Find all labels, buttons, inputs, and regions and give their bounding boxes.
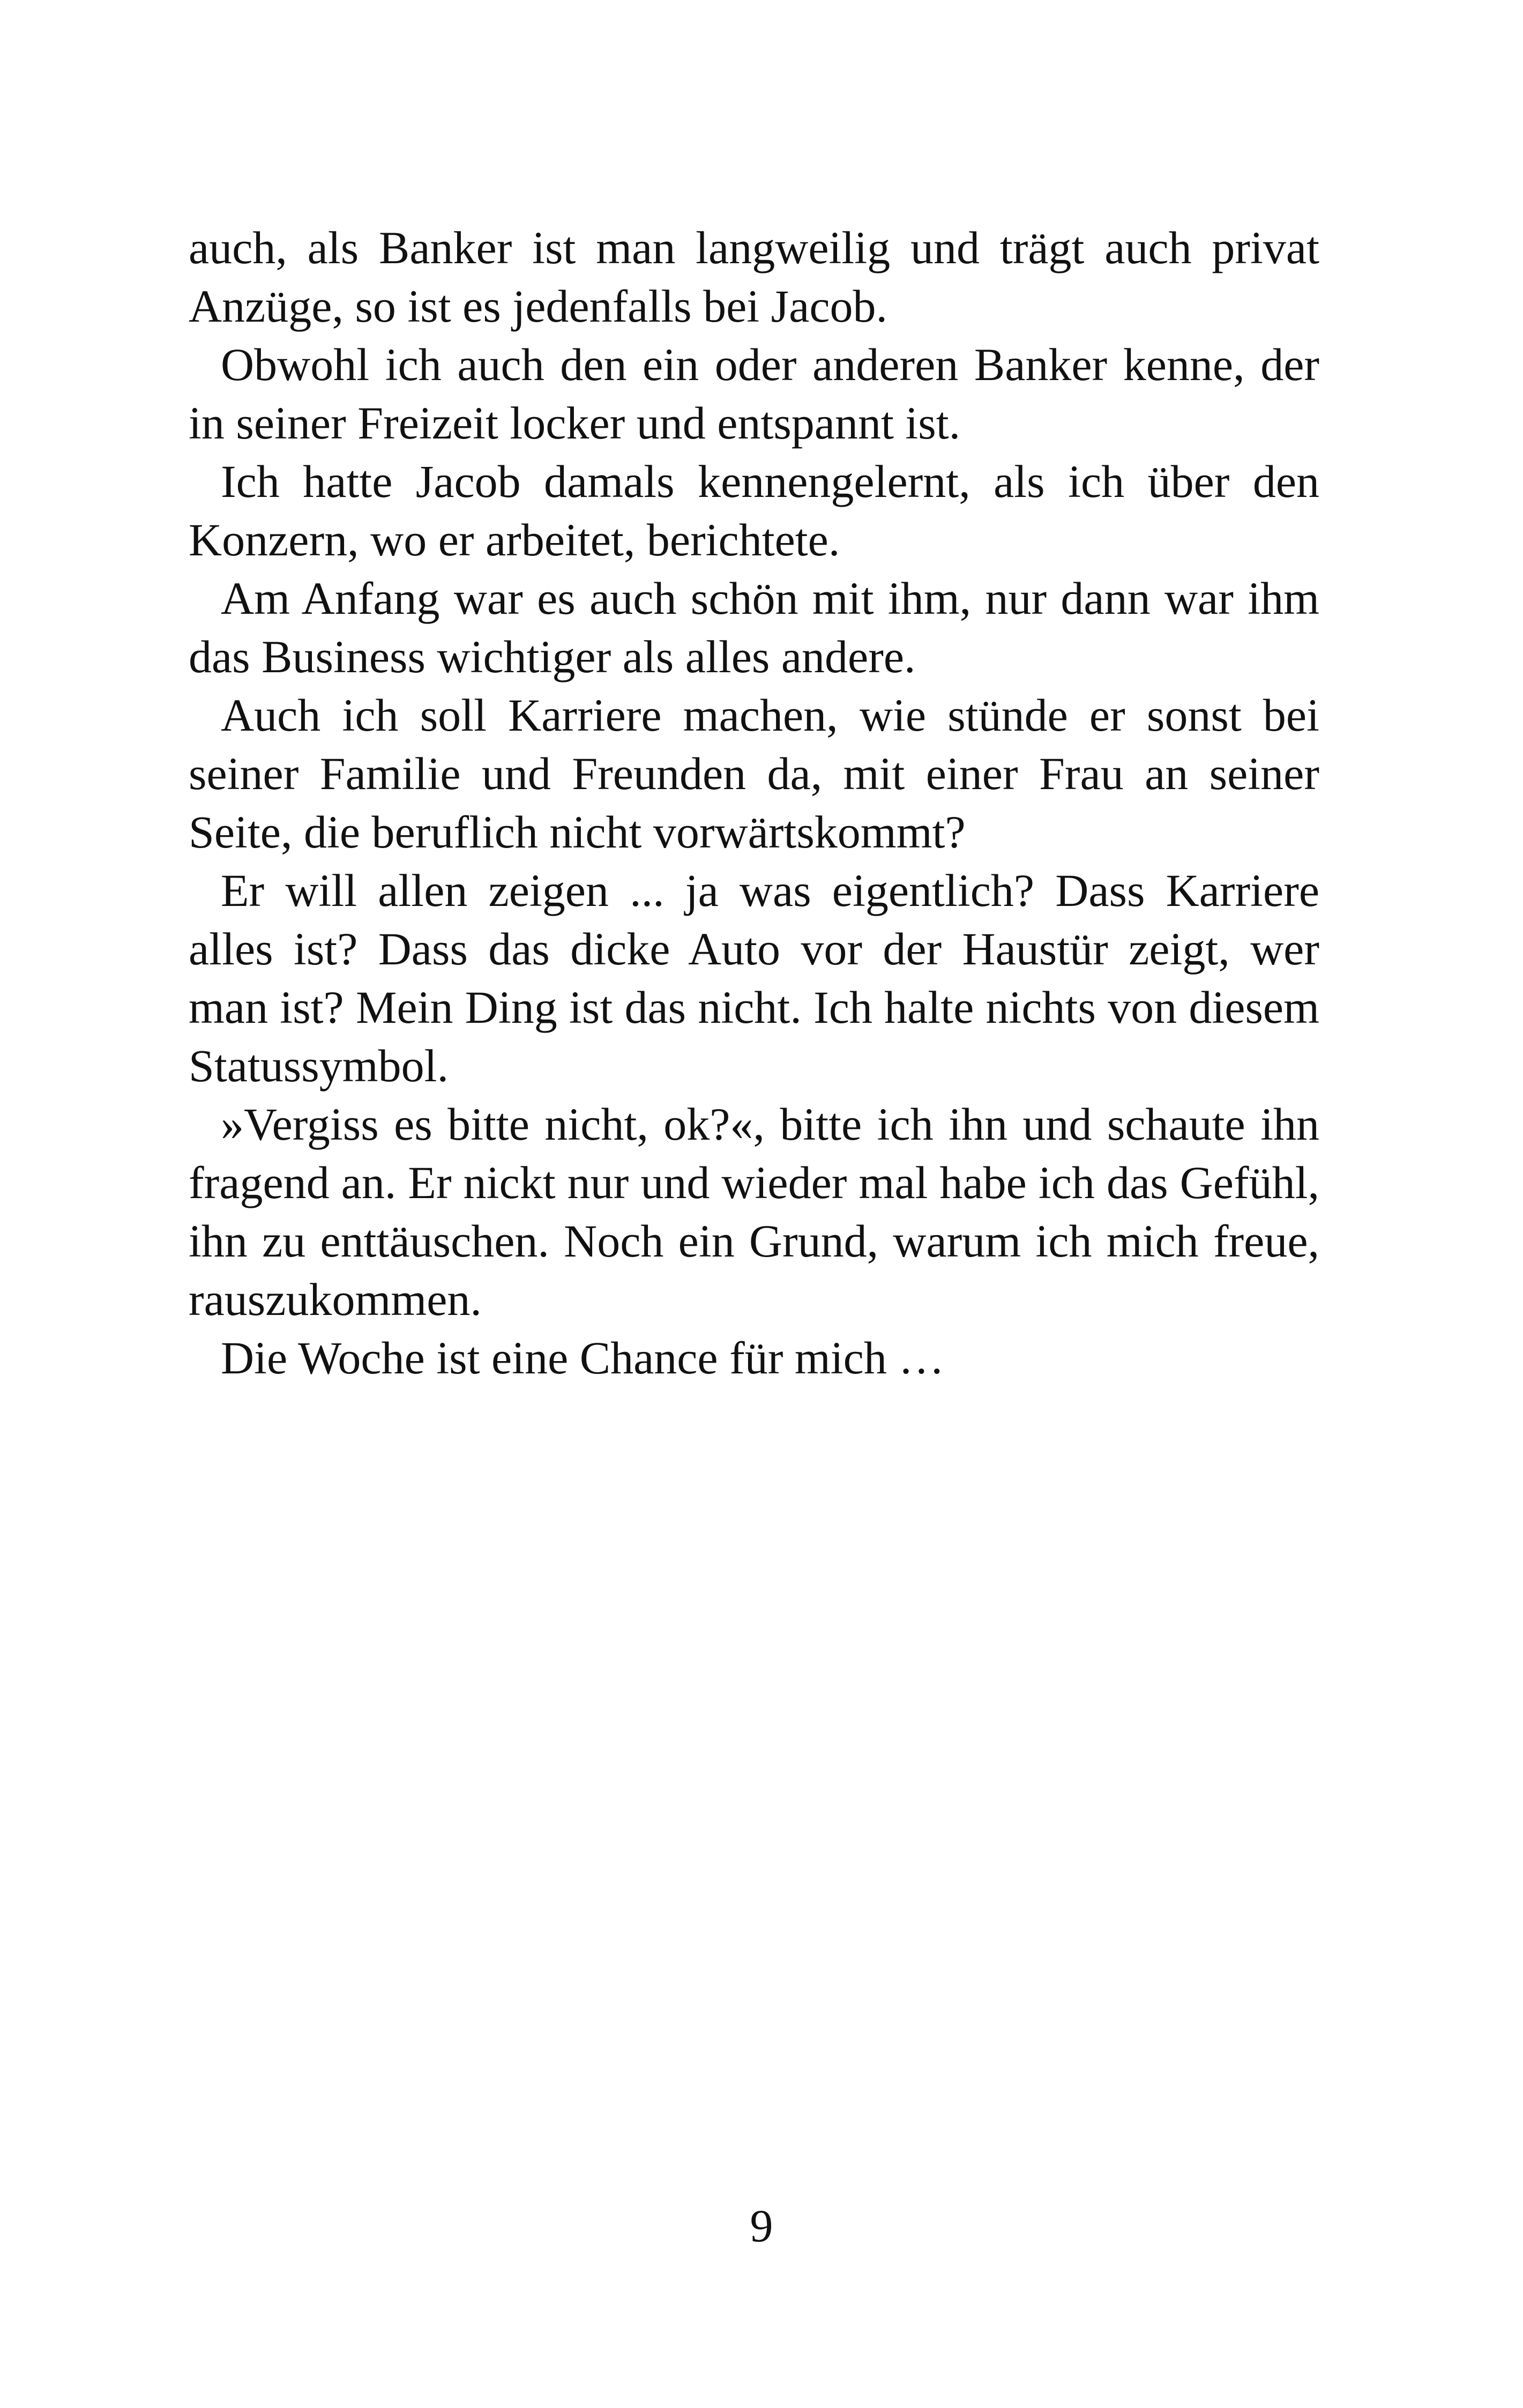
paragraph-1: auch, als Banker ist man langweilig und trägt auch privat Anzüge, so ist es jedenfalls bei Jacob. (189, 222, 1319, 332)
paragraph-3: Ich hatte Jacob damals kennengelernt, als ich über den Konzern, wo er arbeitet, berichtete. (189, 456, 1319, 566)
paragraph-8: Die Woche ist eine Chance für mich … (221, 1332, 945, 1384)
paragraph-6: Er will allen zeigen ... ja was eigentlich? Dass Karriere alles ist? Dass das dicke Auto vor der Haustür zeigt, wer man ist? Mein Ding ist das nicht. Ich halte nichts von diesem Statussymbol. (189, 865, 1319, 1091)
paragraph-2: Obwohl ich auch den ein oder anderen Banker kenne, der in seiner Freizeit locker und entspannt ist. (189, 339, 1319, 449)
paragraph-5: Auch ich soll Karriere machen, wie stünde er sonst bei seiner Familie und Freunden da, mit einer Frau an seiner Seite, die beruflich nicht vorwärtskommt? (189, 689, 1319, 858)
paragraph-7: »Vergiss es bitte nicht, ok?«, bitte ich ihn und schaute ihn fragend an. Er nickt nur und wieder mal habe ich das Gefühl, ihn zu enttäuschen. Noch ein Grund, warum ich mich freue, rauszukommen. (189, 1098, 1319, 1325)
page-number: 9 (750, 2200, 773, 2251)
body-text (189, 219, 1319, 1387)
paragraph-4: Am Anfang war es auch schön mit ihm, nur dann war ihm das Business wichtiger als alles andere. (189, 573, 1319, 682)
